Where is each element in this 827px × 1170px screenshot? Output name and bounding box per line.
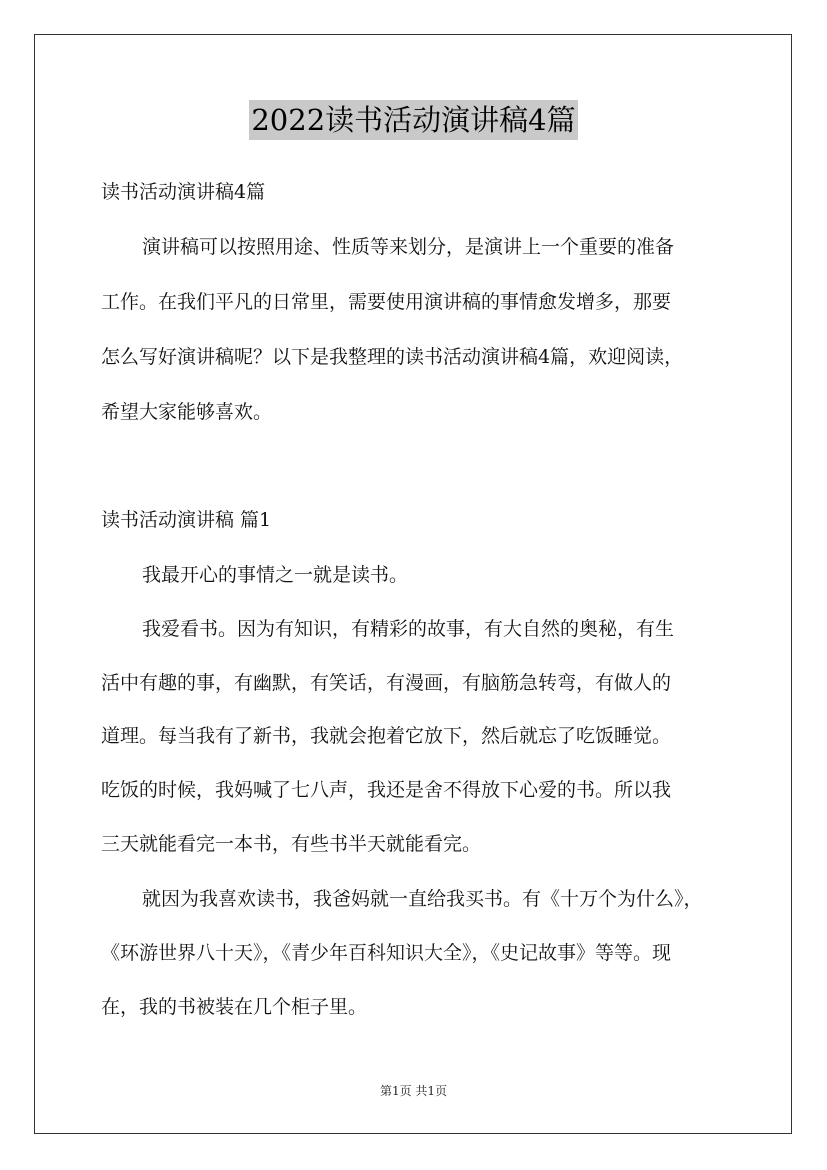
paragraph-line: 吃饭的时候，我妈喊了七八声，我还是舍不得放下心爱的书。所以我 bbox=[101, 779, 672, 801]
page-footer: 第1页 共1页 bbox=[379, 1084, 448, 1098]
paragraph-line: 就因为我喜欢读书，我爸妈就一直给我买书。有《十万个为什么》， bbox=[142, 888, 703, 910]
document-title: 2022读书活动演讲稿4篇 bbox=[249, 100, 577, 140]
title-wrap bbox=[0, 100, 827, 140]
paragraph-line: 《环游世界八十天》，《青少年百科知识大全》，《史记故事》等等。现 bbox=[101, 942, 672, 964]
paragraph-line: 我最开心的事情之一就是读书。 bbox=[142, 564, 409, 586]
paragraph-line: 工作。在我们平凡的日常里，需要使用演讲稿的事情愈发增多，那要 bbox=[101, 291, 672, 313]
paragraph-line: 活中有趣的事，有幽默，有笑话，有漫画，有脑筋急转弯，有做人的 bbox=[101, 672, 672, 694]
paragraph-line: 在，我的书被装在几个柜子里。 bbox=[101, 996, 368, 1018]
paragraph-line: 我爱看书。因为有知识，有精彩的故事，有大自然的奥秘，有生 bbox=[142, 618, 675, 640]
paragraph-line: 三天就能看完一本书，有些书半天就能看完。 bbox=[101, 833, 482, 855]
paragraph-line: 道理。每当我有了新书，我就会抱着它放下，然后就忘了吃饭睡觉。 bbox=[101, 725, 672, 747]
paragraph-line: 希望大家能够喜欢。 bbox=[101, 401, 273, 423]
paragraph-line: 怎么写好演讲稿呢？以下是我整理的读书活动演讲稿4篇，欢迎阅读， bbox=[101, 346, 684, 368]
section-heading: 读书活动演讲稿 篇1 bbox=[101, 509, 272, 531]
paragraph-line: 演讲稿可以按照用途、性质等来划分，是演讲上一个重要的准备 bbox=[142, 236, 675, 258]
subtitle-line: 读书活动演讲稿4篇 bbox=[101, 181, 266, 203]
